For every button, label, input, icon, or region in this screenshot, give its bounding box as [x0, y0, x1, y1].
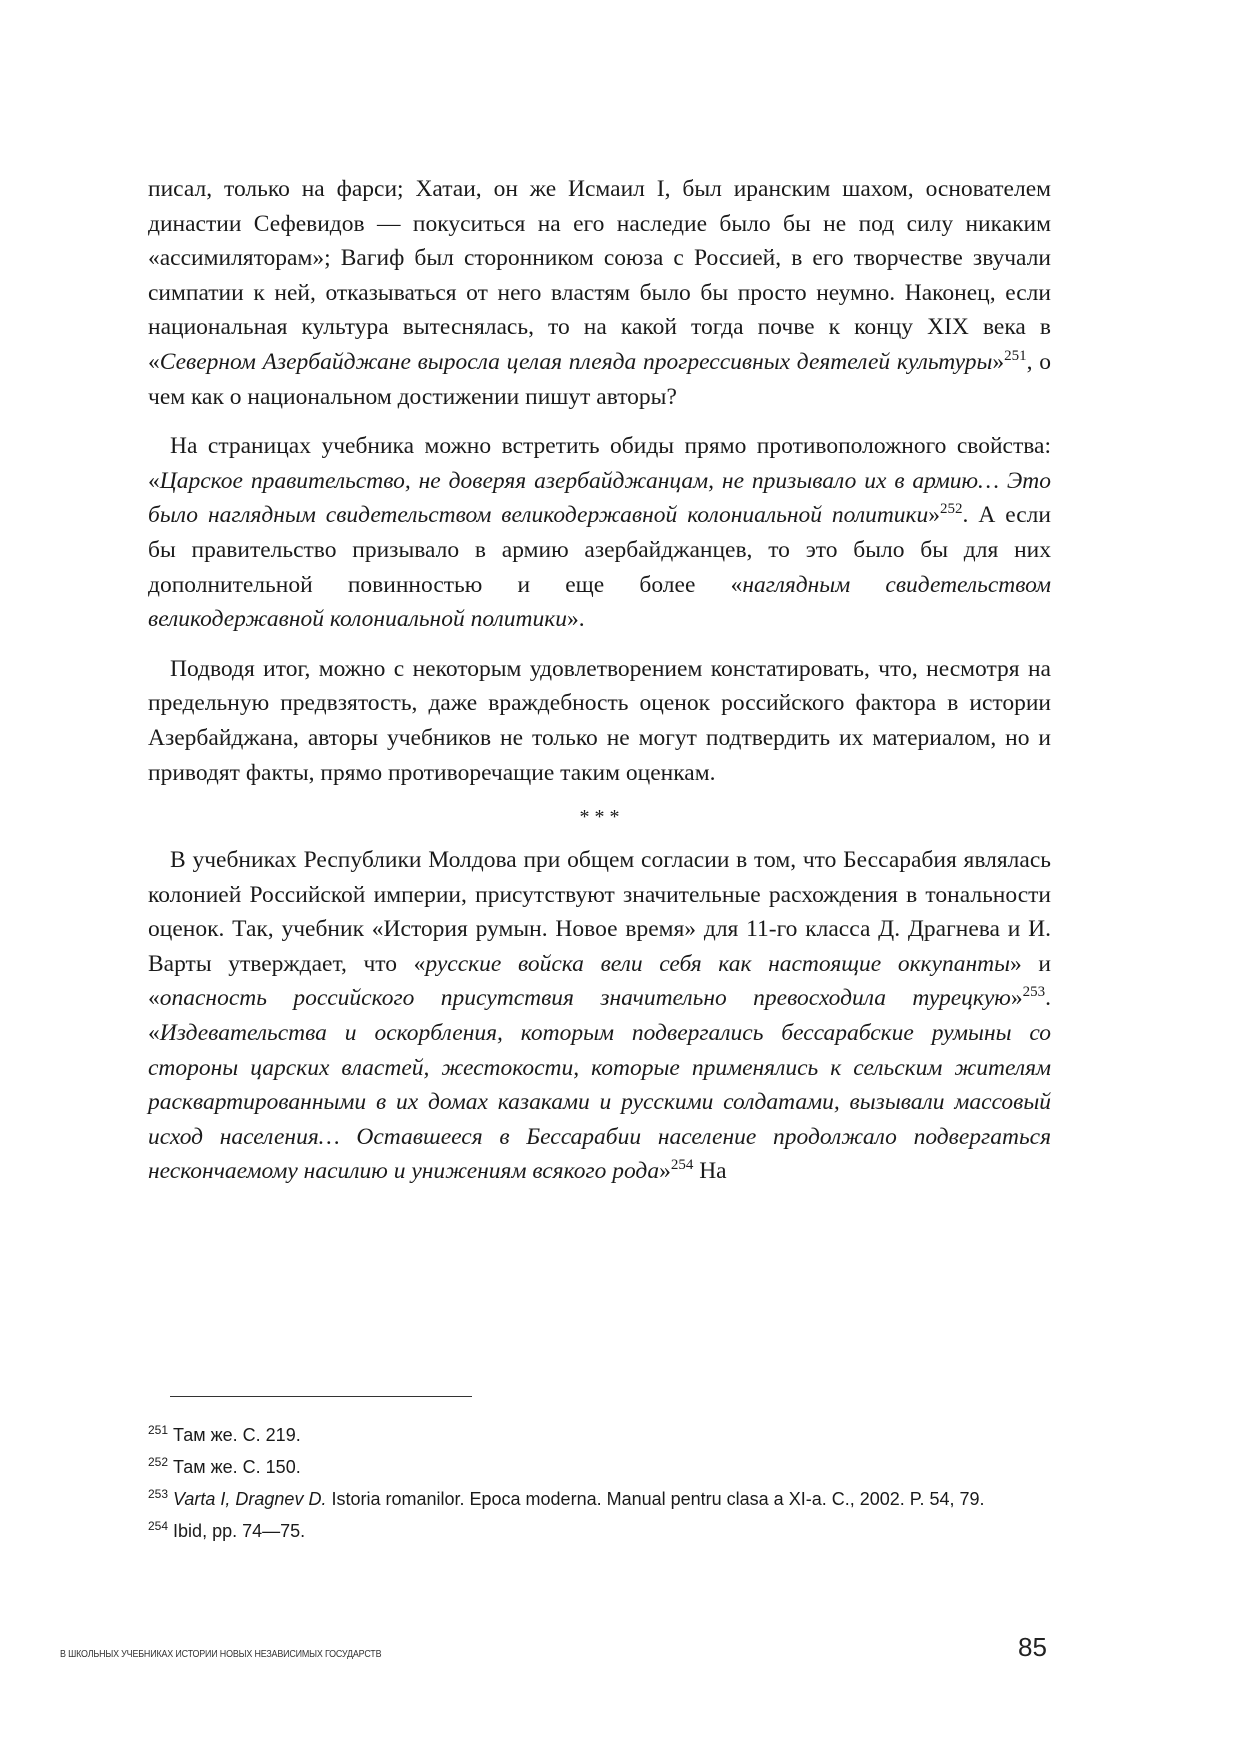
quote-italic: опасность российского присутствия значительно превосходила турецкую [159, 985, 1011, 1012]
footnote-ref: 251 [1004, 348, 1027, 365]
footnote [148, 1456, 1051, 1478]
footnote [148, 1520, 1051, 1542]
text-run: » [928, 502, 941, 529]
quote-italic: наглядным свидетельством великодержавной колониальной политики [148, 571, 1051, 633]
page-number: 85 [1018, 1632, 1047, 1662]
text-run: » [659, 1158, 671, 1185]
text-run: . А если бы правительство призывало в армию азербайджанцев, то это было бы для них дополнительной повинностью и еще более « [148, 502, 1051, 598]
text-run: » [1010, 985, 1023, 1012]
text-run: В учебниках Республики Молдова при общем согласии в том, что Бессарабия являлась колонией Российской империи, присутствуют значительные расхождения в тональности оценок. Так, учебник «История румын. Новое время» для 11-го класса Д. Драгнева и И. Варты утверждает, что « [148, 847, 1051, 977]
footnote-ref: 252 [940, 501, 963, 518]
text-run: . « [148, 985, 1051, 1047]
quote-italic: Северном Азербайджане выросла целая плеяда прогрессивных деятелей культуры [159, 348, 993, 375]
quote-italic: Издевательства и оскорбления, которым подвергались бессарабские румыны со стороны царских властей, жестокости, которые применялись к сельским жителям расквартированными в их домах казаками и русскими солдатами, вызывали массовый исход населения… Оставшееся в Бессарабии население продолжало подвергаться нескончаемому насилию и унижениям всякого рода [148, 1020, 1051, 1185]
footnote-number: 254 [148, 1519, 169, 1533]
footnote-ref: 254 [670, 1157, 694, 1174]
text-run: На страницах учебника можно встретить обиды прямо противоположного свойства: « [148, 433, 1051, 494]
quote-italic: русские войска вели себя как настоящие оккупанты [425, 950, 1011, 977]
footnotes [148, 1424, 1051, 1552]
footnote-ref: 253 [1022, 984, 1046, 1001]
text-run: Istoria romanilor. Epoca moderna. Manual pentru clasa a XI-a. C., 2002. P. 54, 79. [326, 1489, 985, 1509]
text-run: Там же. С. 150. [173, 1457, 301, 1477]
footnote-number: 252 [148, 1455, 169, 1469]
text-run: Ibid, pp. 74—75. [173, 1521, 306, 1541]
text-run: » [992, 348, 1005, 375]
body-text [148, 172, 1051, 1204]
footnote [148, 1424, 1051, 1446]
text-run: » и « [148, 950, 1051, 1012]
text-run: ». [566, 606, 585, 633]
text-run: Подводя итог, можно с некоторым удовлетворением констатировать, что, несмотря на предельную предвзятость, даже враждебность оценок российского фактора в истории Азербайджана, авторы учебников не только не могут подтвердить их материалом, но и приводят факты, прямо противоречащие таким оценкам. [148, 655, 1051, 786]
footnote-divider [170, 1396, 472, 1397]
paragraph [148, 843, 1051, 1189]
quote-italic: Царское правительство, не доверяя азербайджанцам, не призывало их в армию… Это было наглядным свидетельством великодержавной колониальной политики [148, 467, 1051, 529]
text-run: Там же. С. 219. [173, 1425, 301, 1445]
paragraph [148, 652, 1051, 790]
text-run: писал, только на фарси; Хатаи, он же Исмаил I, был иранским шахом, основателем династии Сефевидов — покуситься на его наследие было бы не под силу никаким «ассимиляторам»; Вагиф был сторонником союза с Россией, в его творчестве звучали симпатии к ней, отказываться от него властям было бы просто неумно. Наконец, если национальная культура вытеснялась, то на какой тогда почве к концу XIX века в « [148, 176, 1051, 375]
running-title: В ШКОЛЬНЫХ УЧЕБНИКАХ ИСТОРИИ НОВЫХ НЕЗАВИСИМЫХ ГОСУДАРСТВ [60, 1648, 382, 1660]
footnote-number: 251 [148, 1423, 169, 1437]
quote-italic: Varta I, Dragnev D. [173, 1489, 327, 1509]
paragraph [148, 172, 1051, 414]
paragraph [148, 429, 1051, 637]
footnote-number: 253 [148, 1487, 169, 1501]
text-run: На [693, 1158, 727, 1185]
section-separator: * * * [579, 806, 620, 829]
footnote [148, 1488, 1051, 1510]
text-run: , о чем как о национальном достижении пишут авторы? [148, 348, 1051, 410]
